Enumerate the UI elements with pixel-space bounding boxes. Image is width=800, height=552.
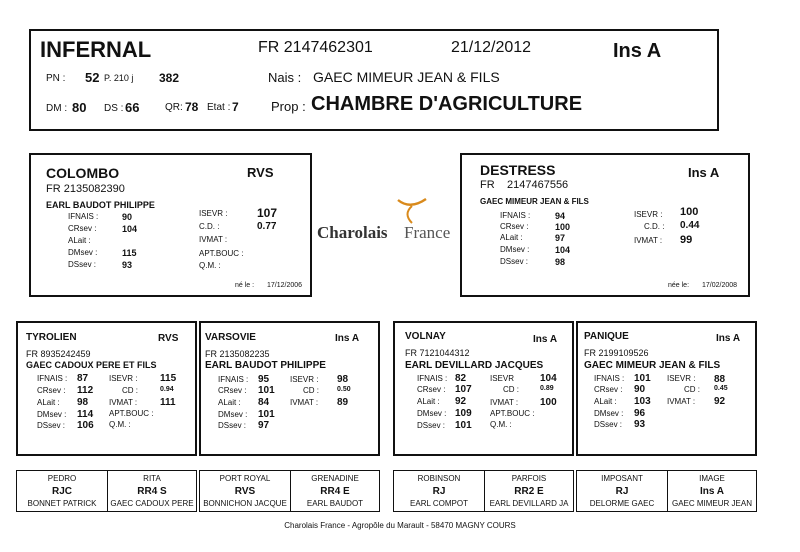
- gp-alait-label: ALait :: [417, 397, 440, 406]
- ggp-owner: EARL COMPOT: [410, 499, 468, 508]
- gp-dmsev-label: DMsev :: [218, 410, 248, 419]
- dam-dmsev-value: 104: [555, 245, 571, 255]
- gp-cd-value: 0.94: [160, 386, 174, 393]
- gp-aptbouc-label: APT.BOUC :: [490, 409, 535, 418]
- dam-alait-label: ALait :: [500, 233, 523, 242]
- dam-status: Ins A: [688, 165, 720, 180]
- gp-ivmat-value: 100: [540, 397, 557, 408]
- ggp-name: GRENADINE: [311, 474, 359, 483]
- dam-dssev-label: DSsev :: [500, 257, 529, 266]
- ggp-name: ROBINSON: [417, 474, 461, 483]
- gp-crsev-label: CRsev :: [37, 386, 66, 395]
- nais-label: Nais :: [268, 70, 302, 85]
- sire-alait-label: ALait :: [68, 236, 91, 245]
- header-box: [29, 29, 719, 131]
- great-grandparents-pair: [393, 470, 574, 512]
- dam-cd-label: C.D. :: [644, 222, 665, 231]
- gp-dmsev-label: DMsev :: [417, 409, 447, 418]
- etat-value: 7: [232, 100, 239, 114]
- dam-dssev-value: 98: [555, 257, 566, 267]
- sire-ivmat-label: IVMAT :: [199, 235, 228, 244]
- ggp-code: RJ: [615, 486, 629, 497]
- dam-ivmat-label: IVMAT :: [634, 236, 663, 245]
- sire-name: COLOMBO: [46, 165, 120, 181]
- dam-crsev-value: 100: [555, 222, 571, 232]
- gp-cd-value: 0.89: [540, 385, 554, 392]
- ggp-code: RR2 E: [514, 486, 544, 497]
- gp-ifnais-value: 82: [455, 373, 467, 384]
- dam-isevr-value: 100: [680, 206, 699, 218]
- gp-cd-label: CD :: [684, 385, 700, 394]
- gp-dssev-label: DSsev :: [218, 421, 247, 430]
- gp-status: RVS: [158, 333, 179, 344]
- great-grandparent-cell: [17, 471, 107, 511]
- gp-dssev-value: 93: [634, 419, 646, 430]
- ggp-owner: BONNET PATRICK: [27, 499, 97, 508]
- gp-dssev-label: DSsev :: [417, 421, 446, 430]
- dam-name: DESTRESS: [480, 162, 556, 178]
- grandparent-card: [199, 321, 380, 456]
- gp-dssev-label: DSsev :: [594, 420, 623, 429]
- ggp-name: PARFOIS: [511, 474, 547, 483]
- gp-ifnais-value: 87: [77, 373, 89, 384]
- gp-ivmat-value: 111: [160, 397, 176, 408]
- gp-ifnais-label: IFNAIS :: [594, 374, 625, 383]
- sire-born-date: 17/12/2006: [267, 282, 303, 289]
- qr-value: 78: [185, 100, 199, 114]
- gp-ivmat-label: IVMAT :: [667, 397, 696, 406]
- gp-alait-value: 98: [77, 397, 89, 408]
- gp-crsev-label: CRsev :: [218, 386, 247, 395]
- sire-dmsev-value: 115: [122, 248, 137, 258]
- great-grandparent-cell: [485, 471, 573, 511]
- ggp-name: IMAGE: [699, 474, 725, 483]
- gp-cd-value: 0.50: [337, 386, 351, 393]
- gp-ifnais-label: IFNAIS :: [218, 375, 249, 384]
- sire-cd-value: 0.77: [257, 221, 277, 232]
- sire-breeder: EARL BAUDOT PHILIPPE: [46, 200, 155, 210]
- great-grandparent-cell: [577, 471, 667, 511]
- gp-crsev-value: 90: [634, 384, 646, 395]
- ggp-code: RR4 E: [320, 486, 350, 497]
- grandparent-card: [576, 321, 757, 456]
- ggp-owner: GAEC MIMEUR JEAN: [671, 499, 752, 508]
- gp-id: FR 2199109526: [584, 348, 649, 358]
- gp-dmsev-value: 96: [634, 408, 646, 419]
- gp-id: FR 7121044312: [405, 348, 470, 358]
- birth-date: 21/12/2012: [451, 39, 532, 56]
- gp-alait-value: 84: [258, 397, 270, 408]
- ggp-owner: EARL DEVILLARD JA: [489, 499, 569, 508]
- gp-crsev-label: CRsev :: [417, 385, 446, 394]
- p210-label: P. 210 j: [104, 73, 134, 83]
- gp-breeder: GAEC MIMEUR JEAN & FILS: [584, 360, 721, 371]
- great-grandparent-cell: [394, 471, 484, 511]
- gp-cd-label: CD :: [122, 386, 138, 395]
- gp-isevr-value: 88: [714, 374, 726, 385]
- dam-card: [460, 153, 750, 297]
- gp-alait-label: ALait :: [218, 398, 241, 407]
- sire-ifnais-value: 90: [122, 212, 133, 222]
- nais-value: GAEC MIMEUR JEAN & FILS: [313, 69, 500, 85]
- sire-dmsev-label: DMsev :: [68, 248, 98, 257]
- gp-name: TYROLIEN: [26, 332, 77, 343]
- gp-cd-label: CD :: [303, 386, 319, 395]
- pn-value: 52: [85, 70, 100, 85]
- gp-isevr-label: ISEVR :: [290, 375, 319, 384]
- sire-cd-label: C.D. :: [199, 222, 220, 231]
- dam-crsev-label: CRsev :: [500, 222, 529, 231]
- gp-alait-value: 103: [634, 396, 651, 407]
- gp-ifnais-value: 101: [634, 373, 651, 384]
- gp-dmsev-label: DMsev :: [594, 409, 624, 418]
- gp-isevr-label: ISEVR :: [109, 374, 138, 383]
- great-grandparent-cell: [200, 471, 290, 511]
- sire-crsev-label: CRsev :: [68, 224, 97, 233]
- charolais-france-logo: [316, 196, 456, 246]
- dm-label: DM :: [46, 103, 68, 114]
- ds-label: DS :: [104, 103, 124, 114]
- gp-id: FR 2135082235: [205, 349, 270, 359]
- dam-ifnais-value: 94: [555, 211, 566, 221]
- dam-born-label: née le:: [668, 282, 690, 289]
- gp-isevr-value: 104: [540, 373, 557, 384]
- gp-crsev-value: 101: [258, 385, 275, 396]
- great-grandparents-pair: [576, 470, 757, 512]
- gp-ivmat-value: 89: [337, 397, 349, 408]
- sire-dssev-label: DSsev :: [68, 260, 97, 269]
- sire-isevr-label: ISEVR :: [199, 209, 228, 218]
- grandparent-card: [16, 321, 197, 456]
- gp-dssev-value: 106: [77, 420, 94, 431]
- sire-id: FR 2135082390: [46, 183, 125, 195]
- gp-name: VOLNAY: [405, 331, 446, 342]
- gp-status: Ins A: [335, 333, 360, 344]
- gp-ivmat-label: IVMAT :: [109, 398, 138, 407]
- ggp-name: PORT ROYAL: [219, 474, 271, 483]
- sire-isevr-value: 107: [257, 206, 278, 220]
- gp-crsev-label: CRsev :: [594, 385, 623, 394]
- ggp-code: RR4 S: [137, 486, 167, 497]
- logo-word-france: France: [404, 223, 451, 242]
- gp-isevr-label: ISEVR: [490, 374, 515, 383]
- animal-id: FR 2147462301: [258, 39, 373, 56]
- gp-ivmat-value: 92: [714, 396, 726, 407]
- great-grandparent-cell: [668, 471, 756, 511]
- gp-dssev-value: 97: [258, 420, 270, 431]
- great-grandparent-cell: [291, 471, 379, 511]
- logo-swoosh-icon: [392, 196, 432, 224]
- gp-isevr-value: 98: [337, 374, 349, 385]
- great-grandparent-cell: [108, 471, 196, 511]
- dam-isevr-label: ISEVR :: [634, 210, 663, 219]
- ggp-name: IMPOSANT: [601, 474, 643, 483]
- ggp-code: RJ: [432, 486, 446, 497]
- gp-dmsev-value: 114: [77, 409, 94, 420]
- ds-value: 66: [125, 100, 140, 115]
- gp-crsev-value: 107: [455, 384, 472, 395]
- gp-qm-label: Q.M. :: [109, 420, 131, 429]
- gp-alait-value: 92: [455, 396, 467, 407]
- animal-name: INFERNAL: [40, 37, 152, 62]
- qr-label: QR:: [165, 102, 183, 113]
- great-grandparents-pair: [16, 470, 197, 512]
- sire-status: RVS: [247, 165, 274, 180]
- gp-dmsev-label: DMsev :: [37, 410, 67, 419]
- dam-id: 2147467556: [507, 179, 569, 191]
- dam-ifnais-label: IFNAIS :: [500, 211, 531, 220]
- gp-dmsev-value: 101: [258, 409, 275, 420]
- gp-status: Ins A: [533, 334, 558, 345]
- etat-label: Etat :: [207, 102, 231, 113]
- ggp-owner: BONNICHON JACQUE: [203, 499, 287, 508]
- gp-id: FR 8935242459: [26, 349, 91, 359]
- dam-ivmat-value: 99: [680, 234, 693, 246]
- ggp-owner: GAEC CADOUX PERE: [110, 499, 194, 508]
- gp-dmsev-value: 109: [455, 408, 472, 419]
- ggp-code: Ins A: [699, 486, 725, 497]
- sire-born-label: né le :: [235, 282, 255, 289]
- gp-isevr-value: 115: [160, 373, 177, 384]
- gp-breeder: EARL DEVILLARD JACQUES: [405, 360, 544, 371]
- pn-label: PN :: [46, 73, 66, 84]
- gp-dssev-label: DSsev :: [37, 421, 66, 430]
- gp-dssev-value: 101: [455, 420, 472, 431]
- logo-word-charolais: Charolais: [317, 223, 388, 242]
- gp-breeder: GAEC CADOUX PERE ET FILS: [26, 360, 157, 370]
- gp-ifnais-value: 95: [258, 374, 270, 385]
- gp-ifnais-label: IFNAIS :: [417, 374, 448, 383]
- gp-ifnais-label: IFNAIS :: [37, 374, 68, 383]
- gp-ivmat-label: IVMAT :: [290, 398, 319, 407]
- gp-alait-label: ALait :: [594, 397, 617, 406]
- dam-cd-value: 0.44: [680, 220, 700, 231]
- dam-id-prefix: FR: [480, 179, 495, 191]
- gp-breeder: EARL BAUDOT PHILIPPE: [205, 360, 326, 371]
- ggp-code: RVS: [234, 486, 256, 497]
- footer-address: Charolais France - Agropôle du Marault - 58470 MAGNY COURS: [284, 521, 516, 530]
- gp-ivmat-label: IVMAT :: [490, 398, 519, 407]
- prop-value: CHAMBRE D'AGRICULTURE: [311, 93, 583, 115]
- gp-crsev-value: 112: [77, 385, 94, 396]
- ggp-name: RITA: [143, 474, 161, 483]
- dam-alait-value: 97: [555, 233, 566, 243]
- sire-dssev-value: 93: [122, 260, 133, 270]
- gp-alait-label: ALait :: [37, 398, 60, 407]
- p210-value: 382: [159, 71, 180, 85]
- gp-status: Ins A: [716, 333, 741, 344]
- gp-cd-value: 0.45: [714, 385, 728, 392]
- gp-name: VARSOVIE: [205, 332, 256, 343]
- sire-crsev-value: 104: [122, 224, 138, 234]
- ggp-name: PEDRO: [47, 474, 77, 483]
- sire-card: [29, 153, 312, 297]
- sire-ifnais-label: IFNAIS :: [68, 212, 99, 221]
- sire-qm-label: Q.M. :: [199, 261, 221, 270]
- gp-cd-label: CD :: [503, 385, 519, 394]
- registration-status: Ins A: [613, 40, 662, 62]
- dm-value: 80: [72, 100, 87, 115]
- ggp-owner: DELORME GAEC: [589, 499, 655, 508]
- prop-label: Prop :: [271, 99, 306, 114]
- ggp-code: RJC: [51, 486, 72, 497]
- sire-aptbouc-label: APT.BOUC :: [199, 249, 244, 258]
- gp-name: PANIQUE: [584, 331, 629, 342]
- dam-dmsev-label: DMsev :: [500, 245, 530, 254]
- gp-isevr-label: ISEVR :: [667, 374, 696, 383]
- gp-aptbouc-label: APT.BOUC :: [109, 409, 154, 418]
- ggp-owner: EARL BAUDOT: [306, 499, 364, 508]
- gp-qm-label: Q.M. :: [490, 420, 512, 429]
- dam-breeder: GAEC MIMEUR JEAN & FILS: [480, 197, 589, 206]
- grandparent-card: [393, 321, 574, 456]
- dam-born-date: 17/02/2008: [702, 282, 738, 289]
- great-grandparents-pair: [199, 470, 380, 512]
